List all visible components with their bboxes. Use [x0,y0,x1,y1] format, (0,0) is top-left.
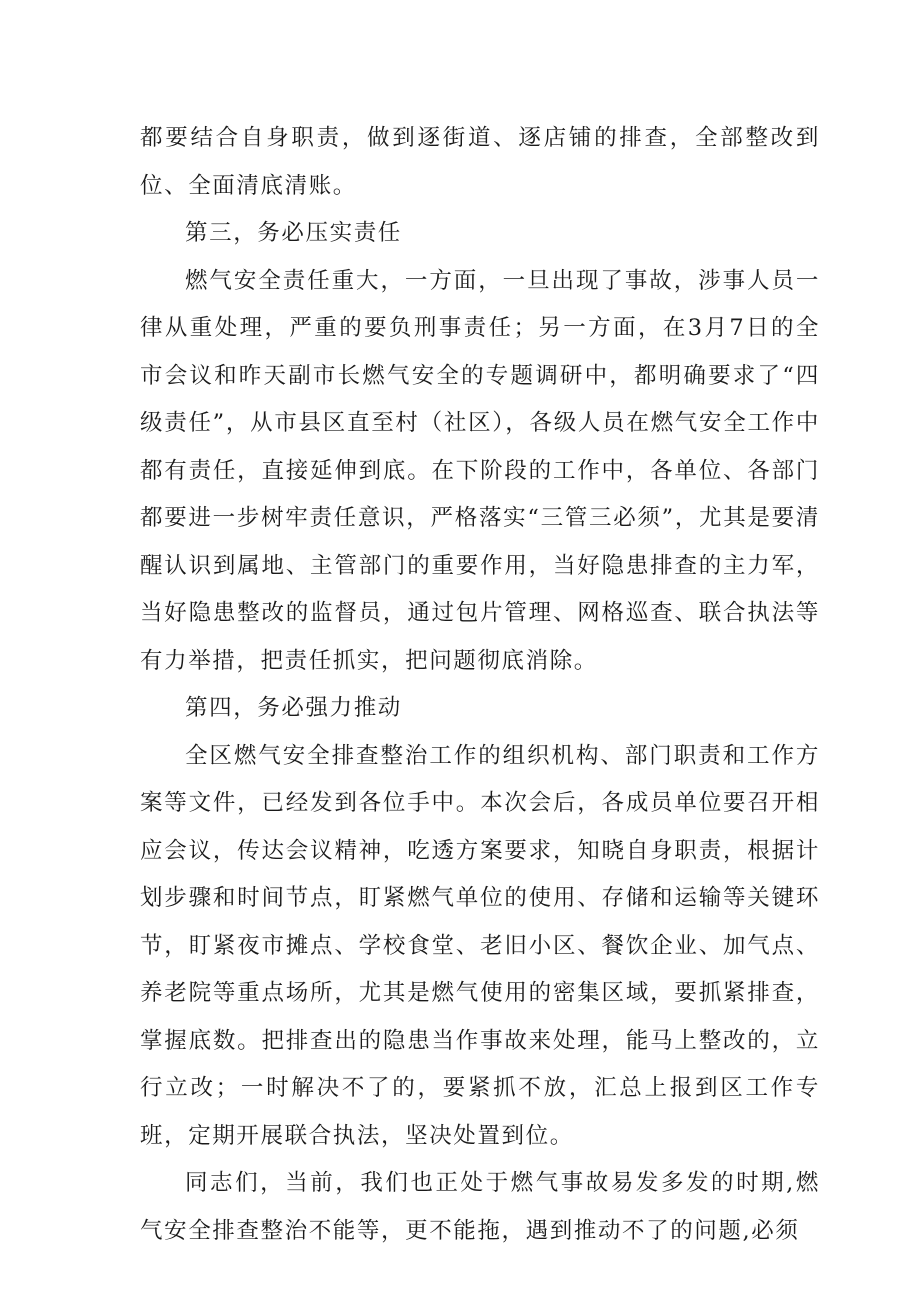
paragraph-comrades: 同志们，当前，我们也正处于燃气事故易发多发的时期,燃气安全排查整治不能等，更不能拖，遇到推动不了的问题,必须 [140,1170,820,1244]
section-heading-third: 第三，务必压实责任 [185,220,402,246]
paragraph-promotion: 全区燃气安全排查整治工作的组织机构、部门职责和工作方案等文件，已经发到各位手中。本次会后，各成员单位要召开相应会议，传达会议精神，吃透方案要求，知晓自身职责，根据计划步骤和时间节点，盯紧燃气单位的使用、存储和运输等关键环节，盯紧夜市摊点、学校食堂、老旧小区、餐饮企业、加气点、养老院等重点场所，尤其是燃气使用的密集区域，要抓紧排查，掌握底数。把排查出的隐患当作事故来处理，能马上整改的，立行立改；一时解决不了的，要紧抓不放，汇总上报到区工作专班，定期开展联合执法，坚决处置到位。 [140,742,820,1149]
paragraph-responsibility: 燃气安全责任重大，一方面，一旦出现了事故，涉事人员一律从重处理，严重的要负刑事责任；另一方面，在3月7日的全市会议和昨天副市长燃气安全的专题调研中，都明确要求了“四级责任”，从市县区直至村（社区），各级人员在燃气安全工作中都有责任，直接延伸到底。在下阶段的工作中，各单位、各部门都要进一步树牢责任意识，严格落实“三管三必须”，尤其是要清醒认识到属地、主管部门的重要作用，当好隐患排查的主力军，当好隐患整改的监督员，通过包片管理、网格巡查、联合执法等有力举措，把责任抓实，把问题彻底消除。 [140,267,820,674]
paragraph-continued: 都要结合自身职责，做到逐街道、逐店铺的排查，全部整改到位、全面清底清账。 [140,125,820,199]
section-heading-fourth: 第四，务必强力推动 [185,695,402,721]
document-body [140,115,820,1255]
